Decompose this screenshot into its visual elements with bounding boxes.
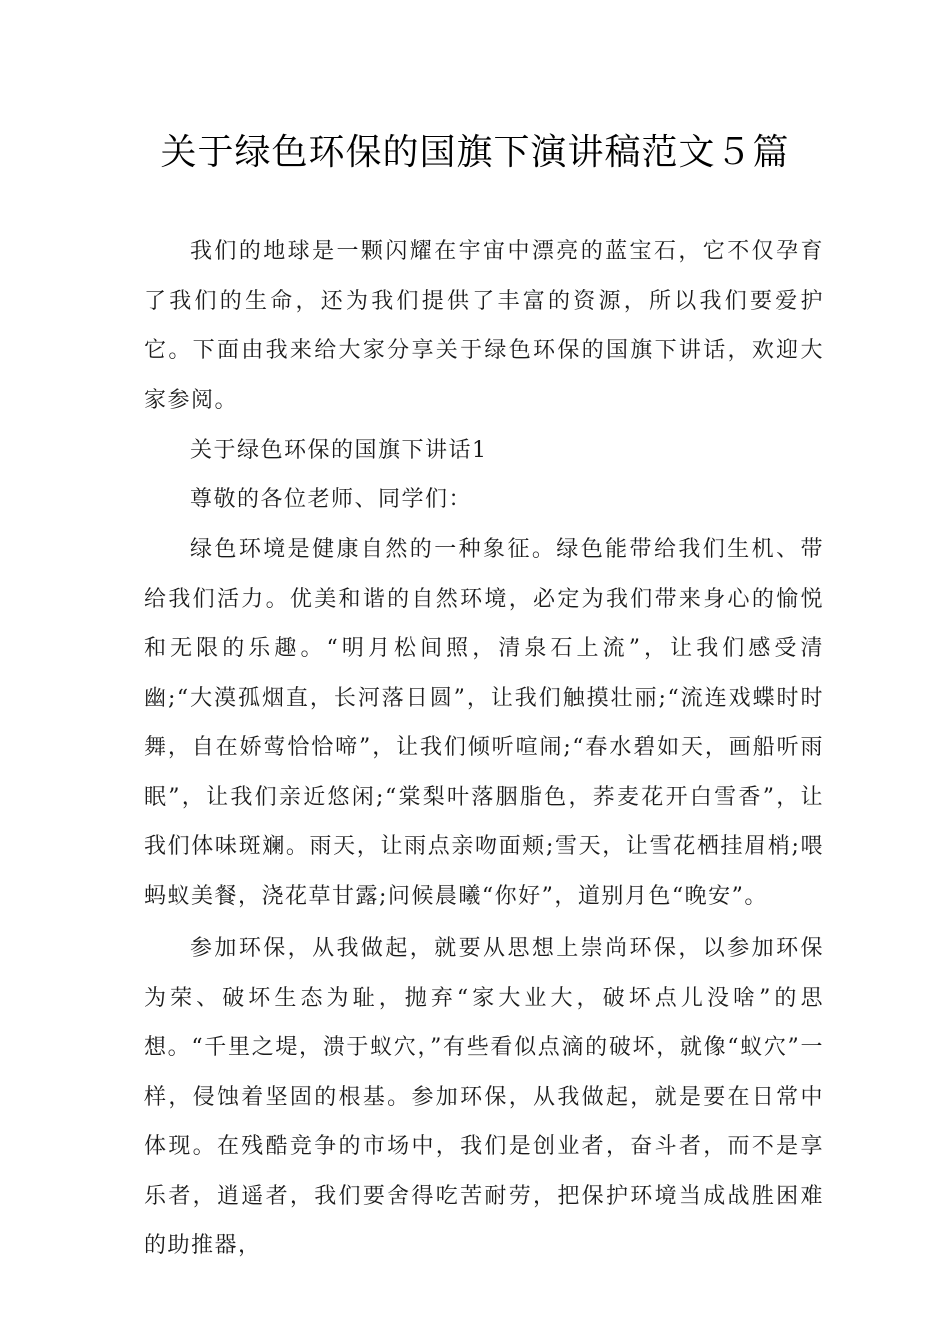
body-paragraph-1: 绿色环境是健康自然的一种象征。绿色能带给我们生机、带给我们活力。优美和谐的自然环境，必定为我们带来身心的愉悦和无限的乐趣。“明月松间照，清泉石上流”，让我们感受清幽;“大漠孤烟直，长河落日圆”，让我们触摸壮丽;“流连戏蝶时时舞，自在娇莺恰恰啼”，让我们倾听喧闹;“春水碧如天，画船听雨眠”，让我们亲近悠闲;“棠梨叶落胭脂色，荞麦花开白雪香”，让我们体味斑斓。雨天，让雨点亲吻面颊;雪天，让雪花栖挂眉梢;喂蚂蚁美餐，浇花草甘露;问候晨曦“你好”，道别月色“晚安”。 (144, 537, 824, 909)
section-heading: 关于绿色环保的国旗下讲话1 (190, 438, 488, 463)
document-title: 关于绿色环保的国旗下演讲稿范文５篇 (160, 132, 790, 173)
intro-paragraph: 我们的地球是一颗闪耀在宇宙中漂亮的蓝宝石，它不仅孕育了我们的生命，还为我们提供了丰富的资源，所以我们要爱护它。下面由我来给大家分享关于绿色环保的国旗下讲话，欢迎大家参阅。 (144, 239, 824, 413)
body-paragraph-2: 参加环保，从我做起，就要从思想上崇尚环保，以参加环保为荣、破坏生态为耻，抛弃“家大业大，破坏点儿没啥”的思想。“千里之堤，溃于蚁穴，”有些看似点滴的破坏，就像“蚁穴”一样，侵蚀着坚固的根基。参加环保，从我做起，就是要在日常中体现。在残酷竞争的市场中，我们是创业者，奋斗者，而不是享乐者，逍遥者，我们要舍得吃苦耐劳，把保护环境当成战胜困难的助推器， (144, 936, 824, 1258)
salutation: 尊敬的各位老师、同学们： (190, 487, 473, 512)
